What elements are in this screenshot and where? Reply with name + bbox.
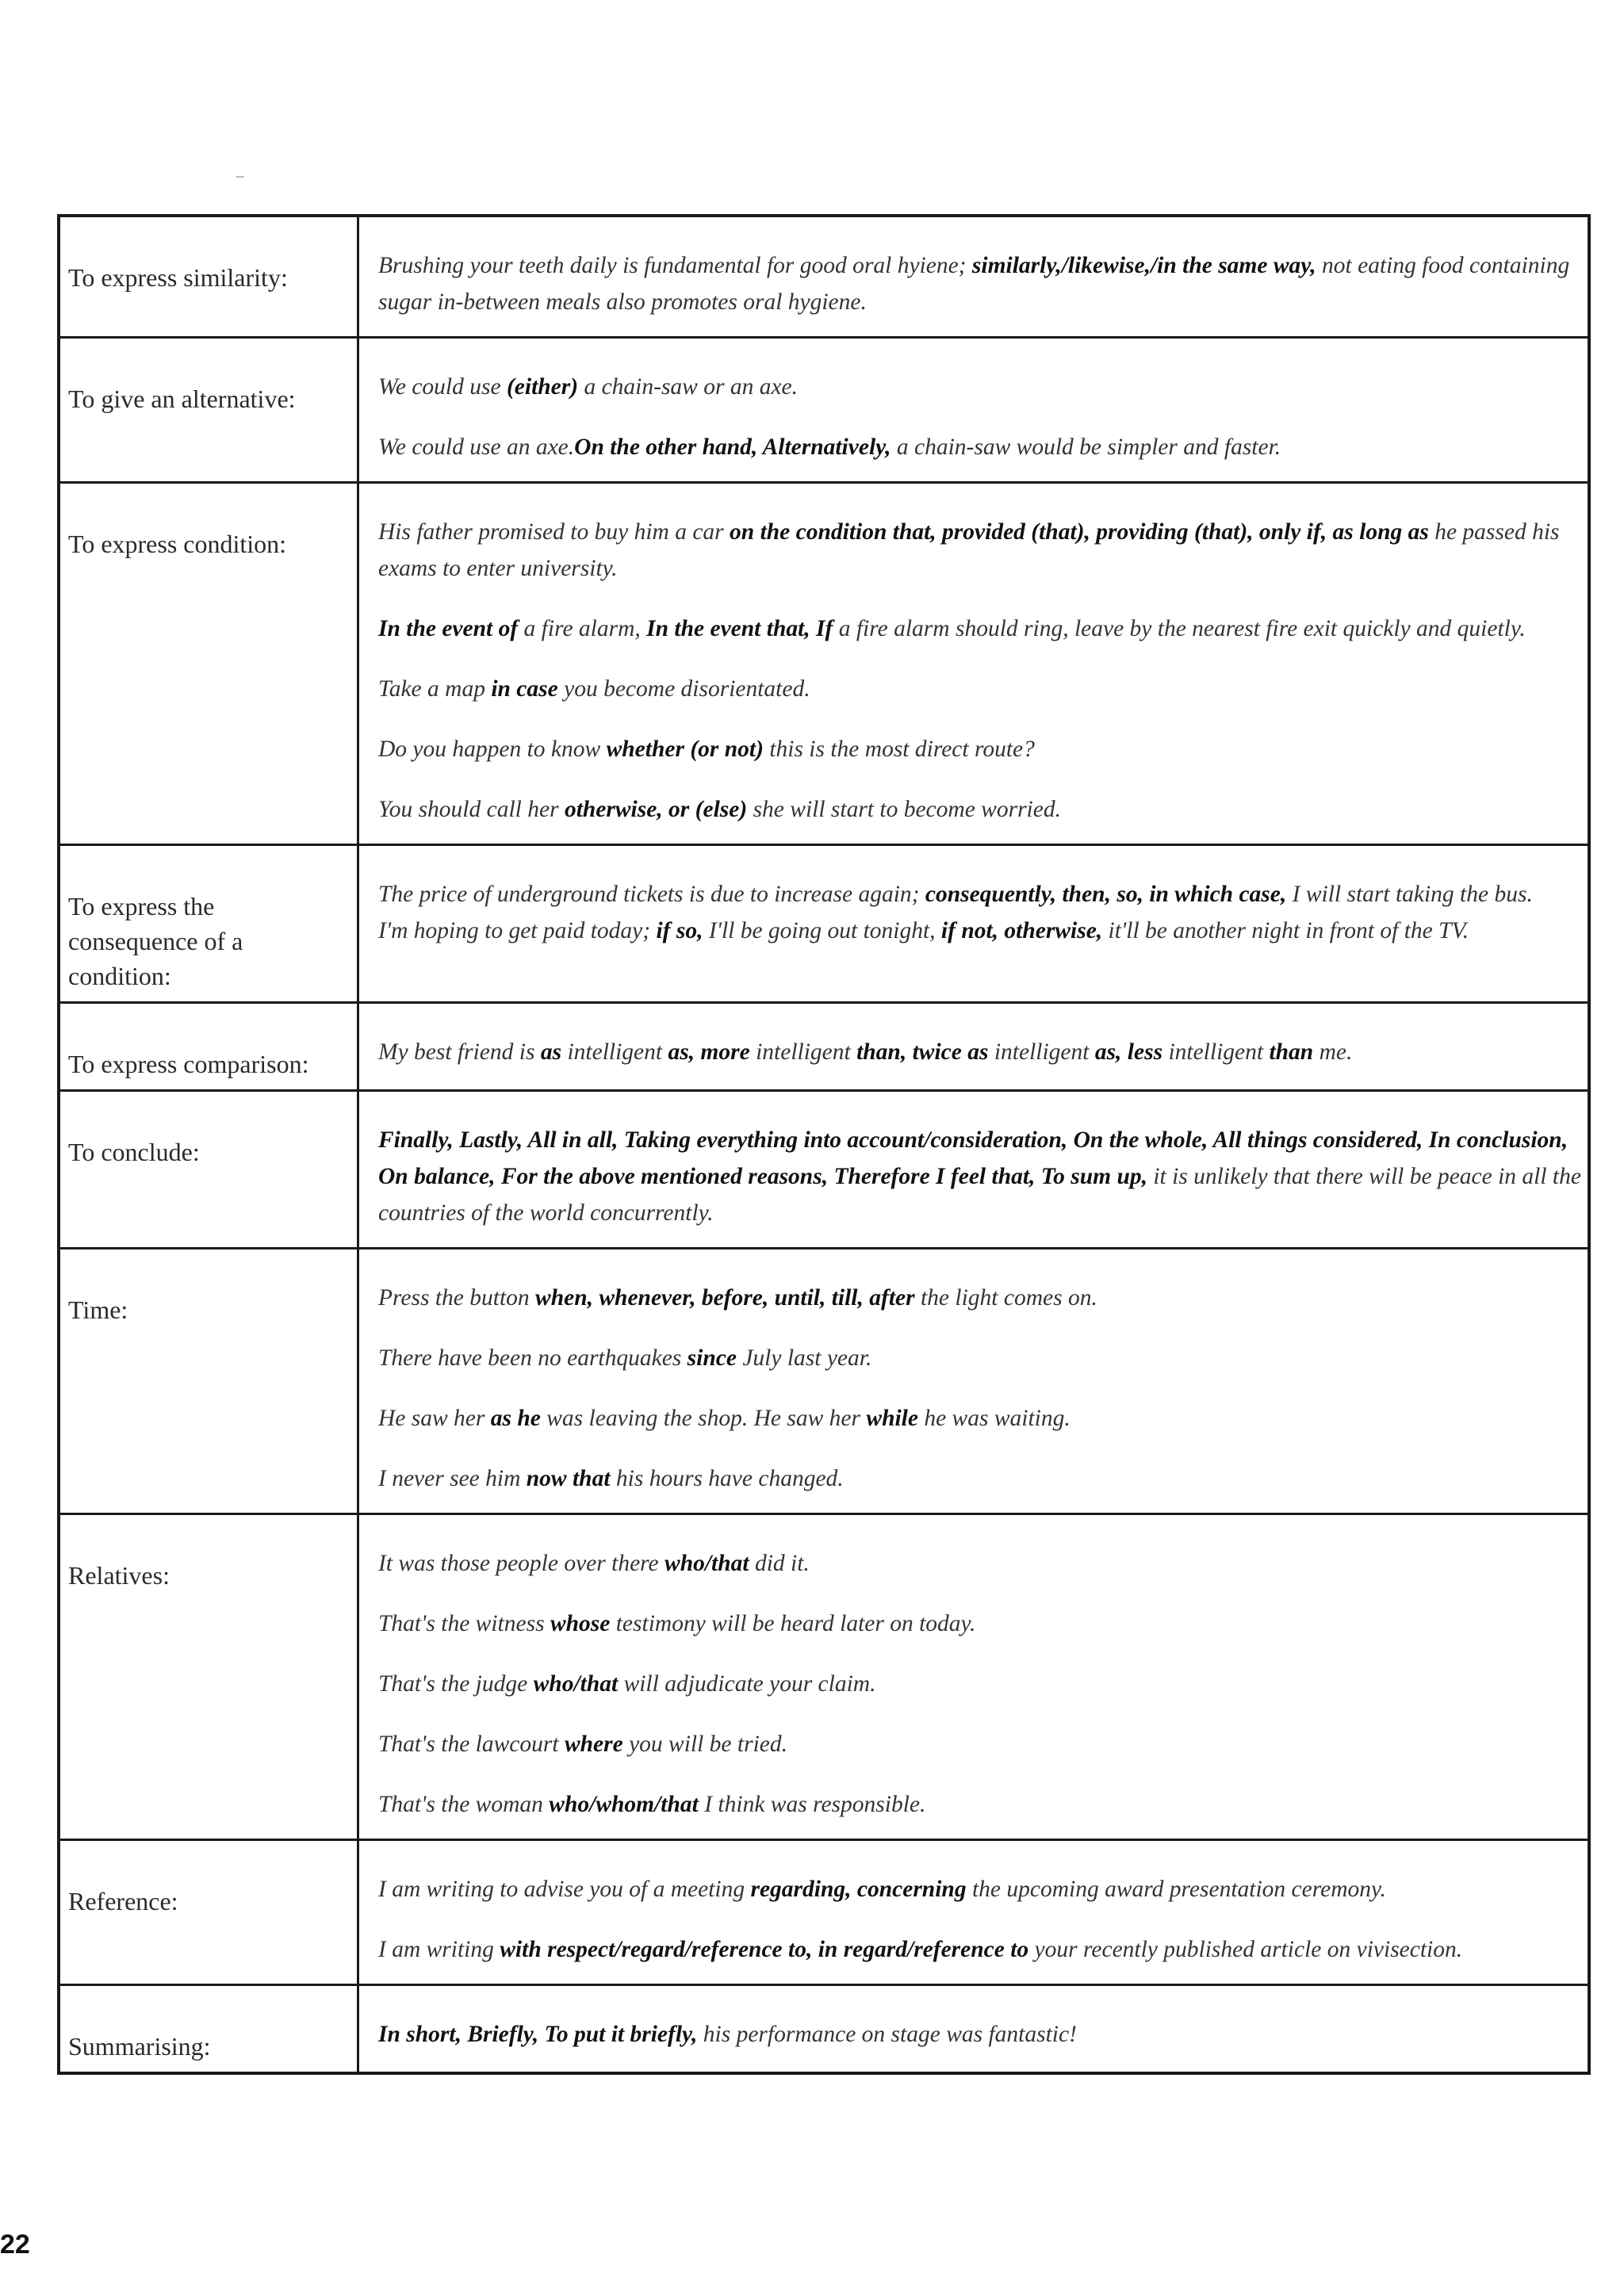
table-row	[59, 216, 1589, 338]
sentence-text: was leaving the shop. He saw her	[540, 1406, 867, 1431]
example-sentence	[378, 671, 1581, 707]
sentence-text: That's the judge	[378, 1671, 534, 1697]
linking-expression: than	[1269, 1039, 1314, 1065]
linking-expression: In the event of	[378, 616, 519, 641]
linking-expression: who/that	[665, 1551, 749, 1576]
sentence-text: I think was responsible.	[698, 1792, 926, 1817]
linking-expression: with respect/regard/reference to, in regard/reference to	[500, 1937, 1029, 1962]
sentence-text: he passed his exams to enter university.	[378, 519, 1560, 581]
sentence-text: his performance on stage was fantastic!	[697, 2022, 1077, 2047]
sentence-text: That's the witness	[378, 1611, 550, 1636]
row-label: Time:	[59, 1249, 358, 1514]
sentence-text: not eating food containing sugar in-between meals also promotes oral hygiene.	[378, 253, 1570, 315]
sentence-text: he was waiting.	[917, 1406, 1071, 1431]
example-sentence	[378, 1545, 1581, 1582]
linking-expression: as he	[490, 1406, 541, 1431]
table-row	[59, 483, 1589, 845]
table-body	[59, 216, 1589, 2073]
sentence-text: We could use	[378, 374, 507, 400]
example-sentence	[378, 514, 1581, 587]
example-sentence	[378, 610, 1581, 647]
sentence-text: The price of underground tickets is due to increase again;	[378, 882, 925, 907]
row-label: To express condition:	[59, 483, 358, 845]
linking-expression: who/that	[533, 1671, 619, 1697]
sentence-text: you will be tried.	[622, 1732, 787, 1757]
example-sentence	[378, 369, 1581, 405]
table-row	[59, 338, 1589, 483]
table-row	[59, 845, 1589, 1003]
sentence-text: I'm hoping to get paid today;	[378, 918, 657, 943]
row-examples	[358, 1514, 1590, 1840]
sentence-text: did it.	[749, 1551, 810, 1576]
sentence-text: I never see him	[378, 1466, 527, 1491]
sentence-text: a fire alarm should ring, leave by the nearest fire exit quickly and quietly.	[833, 616, 1526, 641]
linking-expression: In short, Briefly, To put it briefly,	[378, 2022, 698, 2047]
row-examples	[358, 1003, 1590, 1091]
sentence-text: We could use an axe.	[378, 434, 575, 460]
row-examples	[358, 483, 1590, 845]
example-sentence	[378, 429, 1581, 465]
sentence-text: Press the button	[378, 1285, 536, 1311]
sentence-text: I am writing to advise you of a meeting	[378, 1877, 751, 1902]
example-sentence	[378, 247, 1581, 320]
sentence-text: you become disorientated.	[557, 676, 810, 702]
sentence-text: intelligent	[988, 1039, 1095, 1065]
sentence-text: the light comes on.	[914, 1285, 1097, 1311]
linking-words-table	[57, 214, 1591, 2075]
row-label: To express the consequence of a condition:	[59, 845, 358, 1003]
sentence-text: Take a map	[378, 676, 492, 702]
linking-expression: regarding, concerning	[750, 1877, 967, 1902]
example-sentence	[378, 1460, 1581, 1497]
sentence-text: intelligent	[561, 1039, 668, 1065]
linking-expression: if not, otherwise,	[940, 918, 1103, 943]
sentence-text: testimony will be heard later on today.	[610, 1611, 976, 1636]
row-examples	[358, 845, 1590, 1003]
example-sentence	[378, 1340, 1581, 1376]
row-label: Summarising:	[59, 1985, 358, 2074]
sentence-text: I am writing	[378, 1937, 500, 1962]
example-sentence	[378, 1871, 1581, 1908]
sentence-text: You should call her	[378, 797, 565, 822]
sentence-text: He saw her	[378, 1406, 491, 1431]
linking-expression: in case	[491, 676, 558, 702]
linking-expression: when, whenever, before, until, till, after	[535, 1285, 915, 1311]
sentence-text: it is unlikely that there will be peace in all the countries of the world concurrently.	[378, 1164, 1581, 1226]
example-sentence	[378, 1786, 1581, 1823]
row-label: To express comparison:	[59, 1003, 358, 1091]
linking-expression: (either)	[506, 374, 579, 400]
sentence-text: this is the most direct route?	[763, 737, 1035, 762]
sentence-text: will adjudicate your claim.	[618, 1671, 876, 1697]
linking-expression: on the condition that, provided (that), providing (that), only if, as long as	[730, 519, 1429, 545]
sentence-text: a fire alarm,	[518, 616, 647, 641]
sentence-text: That's the lawcourt	[378, 1732, 565, 1757]
linking-expression: otherwise, or (else)	[564, 797, 748, 822]
example-sentence	[378, 1931, 1581, 1968]
example-sentence	[378, 1400, 1581, 1437]
row-examples	[358, 338, 1590, 483]
sentence-text: me.	[1313, 1039, 1353, 1065]
linking-expression: On the other hand, Alternatively,	[574, 434, 891, 460]
linking-expression: whose	[550, 1611, 611, 1636]
sentence-text: I will start taking the bus.	[1286, 882, 1533, 907]
table-row	[59, 1003, 1589, 1091]
linking-expression: Finally, Lastly, All in all, Taking everything into account/consideration, On the whole, All things considered, In conclusion, On balance, For the above mentioned reasons, Therefore I feel that, To sum up,	[378, 1127, 1568, 1189]
linking-expression: now that	[526, 1466, 611, 1491]
example-sentence	[378, 791, 1581, 828]
row-label: Relatives:	[59, 1514, 358, 1840]
sentence-text: My best friend is	[378, 1039, 541, 1065]
scan-speck	[236, 176, 244, 178]
example-sentence	[378, 1666, 1581, 1702]
linking-expression: as	[540, 1039, 562, 1065]
sentence-text: There have been no earthquakes	[378, 1345, 688, 1371]
sentence-text: the upcoming award presentation ceremony.	[966, 1877, 1386, 1902]
row-examples	[358, 1840, 1590, 1985]
example-sentence	[378, 1726, 1581, 1762]
sentence-text: July last year.	[736, 1345, 872, 1371]
example-sentence	[378, 731, 1581, 767]
example-sentence	[378, 1122, 1581, 1231]
example-sentence	[378, 1034, 1581, 1070]
sentence-text: a chain-saw would be simpler and faster.	[891, 434, 1281, 460]
sentence-text: Do you happen to know	[378, 737, 607, 762]
page-number: 22	[0, 2229, 30, 2260]
row-examples	[358, 1985, 1590, 2074]
linking-expression: if so,	[656, 918, 703, 943]
linking-expression: as, less	[1094, 1039, 1163, 1065]
sentence-text: it'll be another night in front of the TV.	[1102, 918, 1469, 943]
table-row	[59, 1091, 1589, 1249]
row-examples	[358, 1249, 1590, 1514]
table-row	[59, 1514, 1589, 1840]
row-label: To conclude:	[59, 1091, 358, 1249]
example-sentence	[378, 876, 1581, 913]
linking-expression: similarly,/likewise,/in the same way,	[971, 253, 1316, 278]
row-label: To express similarity:	[59, 216, 358, 338]
sentence-text: It was those people over there	[378, 1551, 665, 1576]
sentence-text: His father promised to buy him a car	[378, 519, 730, 545]
row-label: To give an alternative:	[59, 338, 358, 483]
example-sentence	[378, 1280, 1581, 1316]
sentence-text: intelligent	[1162, 1039, 1270, 1065]
linking-expression: than, twice as	[856, 1039, 989, 1065]
linking-expression: whether (or not)	[606, 737, 764, 762]
row-examples	[358, 1091, 1590, 1249]
row-label: Reference:	[59, 1840, 358, 1985]
linking-expression: In the event that, If	[646, 616, 833, 641]
sentence-text: That's the woman	[378, 1792, 550, 1817]
sentence-text: I'll be going out tonight,	[703, 918, 941, 943]
example-sentence	[378, 1605, 1581, 1642]
table-row	[59, 1249, 1589, 1514]
linking-expression: as, more	[668, 1039, 750, 1065]
example-sentence	[378, 913, 1581, 949]
sentence-text: a chain-saw or an axe.	[578, 374, 799, 400]
example-sentence	[378, 2016, 1581, 2053]
linking-expression: consequently, then, so, in which case,	[925, 882, 1287, 907]
linking-expression: who/whom/that	[549, 1792, 699, 1817]
sentence-text: his hours have changed.	[610, 1466, 844, 1491]
table-row	[59, 1840, 1589, 1985]
linking-expression: where	[564, 1732, 623, 1757]
table-row	[59, 1985, 1589, 2074]
sentence-text: your recently published article on vivisection.	[1028, 1937, 1463, 1962]
sentence-text: intelligent	[749, 1039, 857, 1065]
row-examples	[358, 216, 1590, 338]
sentence-text: Brushing your teeth daily is fundamental for good oral hyiene;	[378, 253, 972, 278]
linking-expression: while	[866, 1406, 918, 1431]
sentence-text: she will start to become worried.	[747, 797, 1061, 822]
linking-expression: since	[687, 1345, 737, 1371]
